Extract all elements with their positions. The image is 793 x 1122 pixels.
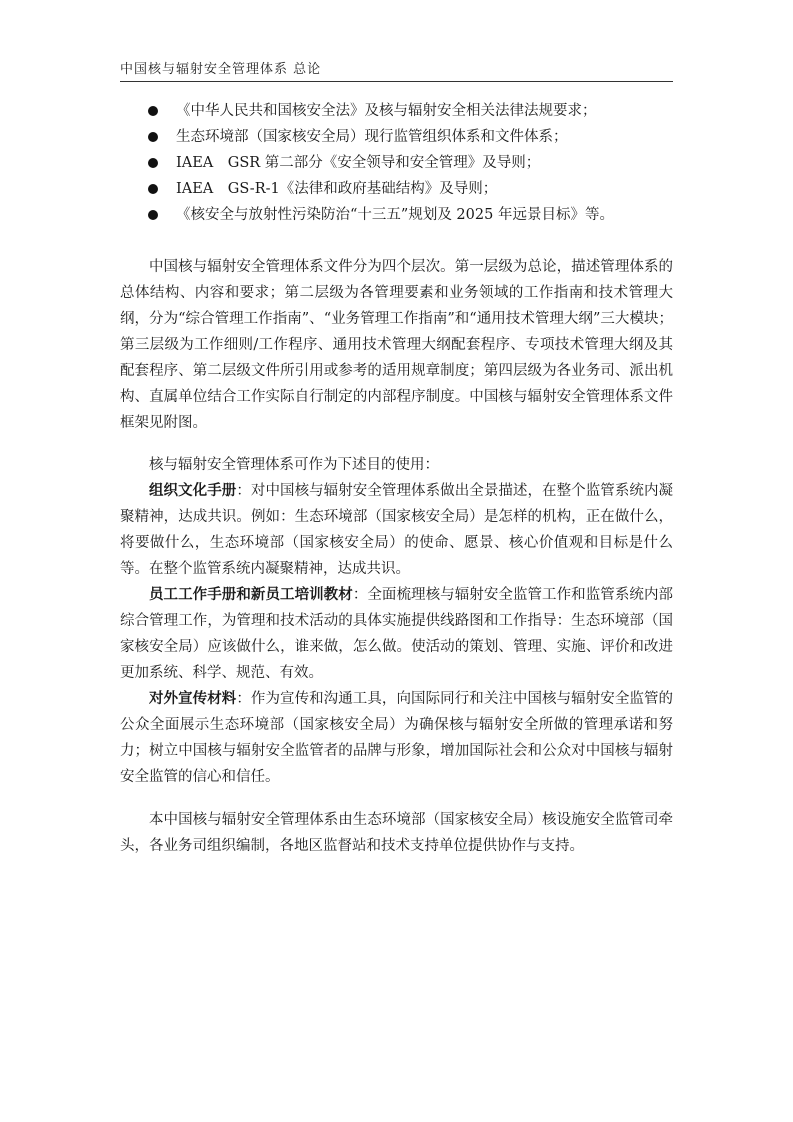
usage-term: 员工工作手册和新员工培训教材 xyxy=(149,586,353,603)
list-item-text: 生态环境部（国家核安全局）现行监管组织体系和文件体系； xyxy=(176,129,568,145)
list-item-text: 《中华人民共和国核安全法》及核与辐射安全相关法律法规要求； xyxy=(176,103,597,119)
usage-staff-handbook xyxy=(120,582,673,686)
usage-culture-handbook xyxy=(120,478,673,582)
usage-term: 组织文化手册 xyxy=(149,482,237,499)
running-header: 中国核与辐射安全管理体系 总论 xyxy=(120,62,322,77)
header-divider xyxy=(120,81,673,82)
bullet-icon xyxy=(148,106,158,116)
usage-intro: 核与辐射安全管理体系可作为下述目的使用： xyxy=(149,457,439,473)
list-item xyxy=(148,124,673,150)
list-item xyxy=(148,98,673,124)
bullet-icon xyxy=(148,158,158,168)
list-item-text: IAEA GSR 第二部分《安全领导和安全管理》及导则； xyxy=(176,155,541,171)
bullet-icon xyxy=(148,132,158,142)
closing-paragraph: 本中国核与辐射安全管理体系由生态环境部（国家核安全局）核设施安全监管司牵头，各业务司组织编制，各地区监督站和技术支持单位提供协作与支持。 xyxy=(120,812,673,854)
list-item xyxy=(148,176,673,202)
document-levels-paragraph: 中国核与辐射安全管理体系文件分为四个层次。第一层级为总论，描述管理体系的总体结构、内容和要求；第二层级为各管理要素和业务领域的工作指南和技术管理大纲，分为“综合管理工作指南”、“业务管理工作指南”和“通用技术管理大纲”三大模块；第三层级为工作细则/工作程序、通用技术管理大纲配套程序、专项技术管理大纲及其配套程序、第二层级文件所引用或参考的适用规章制度；第四层级为各业务司、派出机构、直属单位结合工作实际自行制定的内部程序制度。中国核与辐射安全管理体系文件框架见附图。 xyxy=(120,259,673,431)
usage-description: ：全面梳理核与辐射安全监管工作和监管系统内部综合管理工作，为管理和技术活动的具体实施提供线路图和工作指导：生态环境部（国家核安全局）应该做什么，谁来做，怎么做。使活动的策划、管理、实施、评价和改进更加系统、科学、规范、有效。 xyxy=(120,587,674,681)
usage-term: 对外宣传材料 xyxy=(149,690,237,707)
list-item xyxy=(148,202,673,228)
list-item-text: IAEA GS-R-1《法律和政府基础结构》及导则； xyxy=(176,181,498,197)
list-item xyxy=(148,150,673,176)
bullet-icon xyxy=(148,184,158,194)
bullet-icon xyxy=(148,210,158,220)
usage-description: ：作为宣传和沟通工具，向国际同行和关注中国核与辐射安全监管的公众全面展示生态环境部（国家核安全局）为确保核与辐射安全所做的管理承诺和努力；树立中国核与辐射安全监管者的品牌与形象，增加国际社会和公众对中国核与辐射安全监管的信心和信任。 xyxy=(120,691,673,785)
usage-publicity-material xyxy=(120,686,673,790)
list-item-text: 《核安全与放射性污染防治“十三五”规划及 2025 年远景目标》等。 xyxy=(176,207,614,223)
usage-description: ：对中国核与辐射安全管理体系做出全景描述，在整个监管系统内凝聚精神，达成共识。例如：生态环境部（国家核安全局）是怎样的机构，正在做什么，将要做什么，生态环境部（国家核安全局）的使命、愿景、核心价值观和目标是什么等。在整个监管系统内凝聚精神，达成共识。 xyxy=(120,483,673,577)
reference-list xyxy=(148,98,673,228)
